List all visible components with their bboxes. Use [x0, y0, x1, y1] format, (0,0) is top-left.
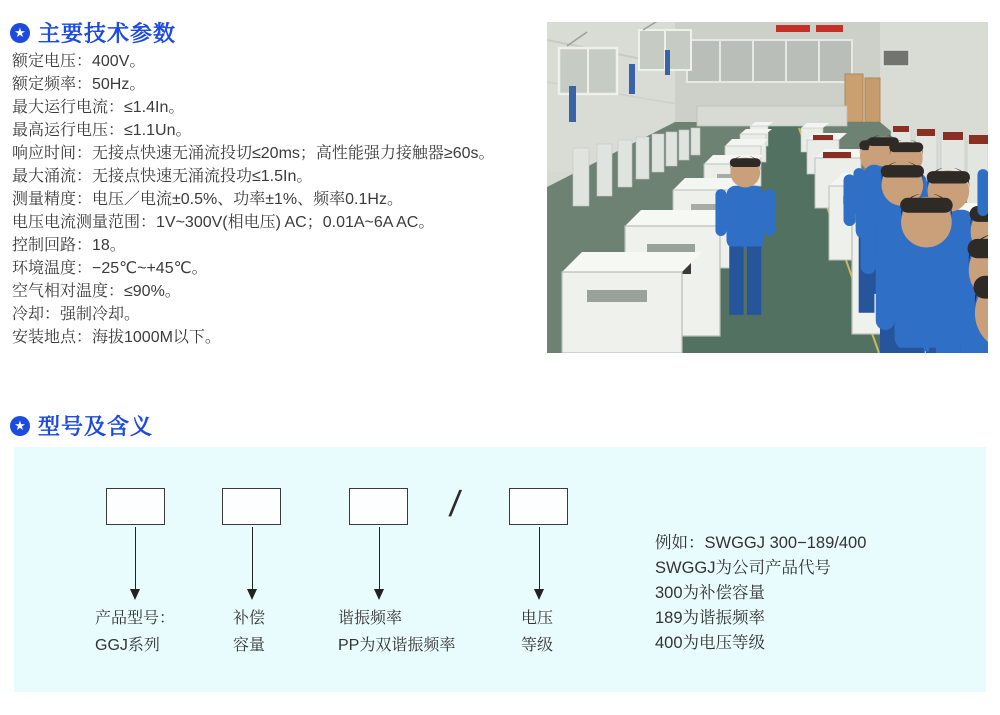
spec-item: 最大运行电流：≤1.4In。	[12, 99, 185, 116]
model-separator: /	[447, 483, 463, 524]
spec-list	[12, 50, 542, 349]
model-box-capacity	[222, 488, 281, 525]
spec-item: 冷却：强制冷却。	[12, 306, 141, 323]
spec-item: 控制回路：18。	[12, 237, 126, 254]
example-line: 189为谐振频率	[655, 609, 766, 627]
spec-item: 最大涌流：无接点快速无涌流投功≤1.5In。	[12, 168, 313, 185]
spec-item: 测量精度：电压／电流±0.5%、功率±1%、频率0.1Hz。	[12, 191, 403, 208]
model-section-title: 型号及含义	[38, 414, 154, 439]
model-panel	[14, 447, 986, 692]
factory-photo	[547, 22, 988, 353]
specs-section-header	[10, 17, 176, 48]
label-voltage: 电压 等级	[521, 610, 554, 654]
example-line: 300为补偿容量	[655, 584, 766, 602]
spec-item: 安装地点：海拔1000M以下。	[12, 329, 221, 346]
example-line: 例如：SWGGJ 300−189/400	[655, 534, 867, 552]
example-line: 400为电压等级	[655, 634, 766, 652]
label-frequency: 谐振频率 PP为双谐振频率	[338, 610, 456, 654]
spec-item: 额定频率：50Hz。	[12, 76, 146, 93]
spec-item: 额定电压：400V。	[12, 53, 146, 70]
model-example	[655, 531, 866, 656]
model-box-voltage	[509, 488, 568, 525]
star-icon: ★	[10, 416, 30, 436]
label-capacity: 补偿 容量	[233, 610, 266, 654]
spec-item: 环境温度：−25℃~+45℃。	[12, 260, 208, 277]
spec-item: 响应时间：无接点快速无涌流投切≤20ms；高性能强力接触器≥60s。	[12, 145, 495, 162]
label-series: 产品型号： GGJ系列	[95, 610, 176, 654]
spec-item: 空气相对温度：≤90%。	[12, 283, 181, 300]
model-section-header	[10, 410, 153, 441]
example-line: SWGGJ为公司产品代号	[655, 559, 831, 577]
factory-photo-illustration	[547, 22, 988, 353]
spec-item: 电压电流测量范围：1V~300V(相电压) AC；0.01A~6A AC。	[12, 214, 435, 231]
spec-item: 最高运行电压：≤1.1Un。	[12, 122, 192, 139]
specs-section-title: 主要技术参数	[38, 21, 177, 46]
model-box-series	[106, 488, 165, 525]
model-box-frequency	[349, 488, 408, 525]
star-icon: ★	[10, 23, 30, 43]
